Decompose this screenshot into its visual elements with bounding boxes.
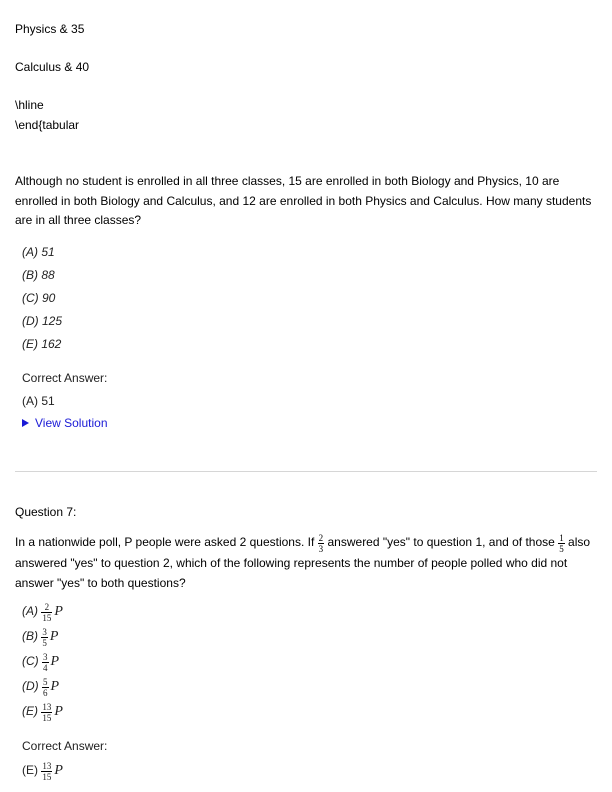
option-fraction bbox=[42, 653, 49, 673]
latex-hline: \hline bbox=[15, 98, 44, 112]
answer-label: (E) bbox=[22, 763, 38, 777]
frac-den: 5 bbox=[559, 544, 564, 554]
option-variable: P bbox=[50, 679, 60, 694]
option-variable: P bbox=[54, 604, 63, 619]
question-7-text bbox=[15, 533, 600, 593]
frac-den: 15 bbox=[42, 713, 52, 723]
option-variable: P bbox=[50, 654, 60, 669]
option-fraction bbox=[42, 678, 49, 698]
frac-num: 3 bbox=[43, 652, 48, 662]
frac-den: 6 bbox=[43, 688, 48, 698]
option-fraction bbox=[41, 703, 52, 723]
frac-den: 15 bbox=[42, 613, 52, 623]
option-variable: P bbox=[54, 704, 63, 719]
table-row-physics: Physics & 35 bbox=[15, 22, 85, 36]
option-label: (D) bbox=[22, 679, 39, 693]
section-divider bbox=[15, 471, 597, 472]
q7-option-d[interactable] bbox=[22, 678, 59, 698]
view-solution-label: View Solution bbox=[35, 416, 108, 430]
q6-correct-answer-label: Correct Answer: bbox=[22, 371, 108, 385]
q7-correct-answer-label: Correct Answer: bbox=[22, 739, 108, 753]
q7-option-e[interactable] bbox=[22, 703, 63, 723]
frac-num: 1 bbox=[559, 533, 564, 543]
disclosure-triangle-icon bbox=[22, 419, 29, 427]
frac-num: 3 bbox=[42, 627, 47, 637]
q7-text-part3: also answered "yes" to question 2, which of the following represents the number of people polled who did not answer "yes" to both questions? bbox=[15, 535, 591, 590]
frac-den: 5 bbox=[42, 638, 47, 648]
q7-option-c[interactable] bbox=[22, 653, 59, 673]
q7-option-b[interactable] bbox=[22, 628, 58, 648]
q7-option-a[interactable] bbox=[22, 603, 63, 623]
q7-correct-answer-value bbox=[22, 762, 63, 782]
answer-fraction bbox=[41, 762, 52, 782]
frac-num: 2 bbox=[318, 533, 324, 543]
q7-fraction-one-fifth bbox=[558, 534, 565, 554]
frac-num: 5 bbox=[43, 677, 48, 687]
q6-option-e[interactable]: (E) 162 bbox=[22, 337, 62, 351]
option-fraction bbox=[41, 628, 48, 648]
option-label: (C) bbox=[22, 654, 39, 668]
q6-option-c[interactable]: (C) 90 bbox=[22, 291, 56, 305]
option-label: (E) bbox=[22, 704, 38, 718]
option-fraction bbox=[41, 603, 52, 623]
option-label: (B) bbox=[22, 629, 38, 643]
frac-num: 13 bbox=[42, 702, 52, 712]
question-6-text: Although no student is enrolled in all three classes, 15 are enrolled in both Biology and Physics, 10 are enrolled in both Biology and Calculus, and 12 are enrolled in both Physics and Calculus. How many students are in all three classes? bbox=[15, 174, 592, 227]
frac-den: 3 bbox=[318, 544, 324, 554]
frac-den: 15 bbox=[42, 772, 52, 782]
latex-end-tabular: \end{tabular bbox=[15, 118, 80, 132]
option-label: (A) bbox=[22, 604, 38, 618]
answer-variable: P bbox=[54, 763, 63, 778]
option-variable: P bbox=[49, 629, 59, 644]
q6-option-b[interactable]: (B) 88 bbox=[22, 268, 55, 282]
q6-correct-answer-value: (A) 51 bbox=[22, 394, 55, 408]
frac-num: 13 bbox=[42, 761, 52, 771]
view-solution-link[interactable] bbox=[22, 416, 108, 430]
q6-option-a[interactable]: (A) 51 bbox=[22, 245, 55, 259]
table-row-calculus: Calculus & 40 bbox=[15, 60, 90, 74]
q7-fraction-two-thirds bbox=[318, 534, 325, 554]
frac-den: 4 bbox=[43, 663, 48, 673]
q7-text-part2: answered "yes" to question 1, and of those bbox=[327, 535, 555, 549]
q7-text-part1: In a nationwide poll, P people were asked 2 questions. If bbox=[15, 535, 315, 549]
question-7-heading: Question 7: bbox=[15, 505, 77, 519]
frac-num: 2 bbox=[41, 603, 52, 613]
q6-option-d[interactable]: (D) 125 bbox=[22, 314, 63, 328]
